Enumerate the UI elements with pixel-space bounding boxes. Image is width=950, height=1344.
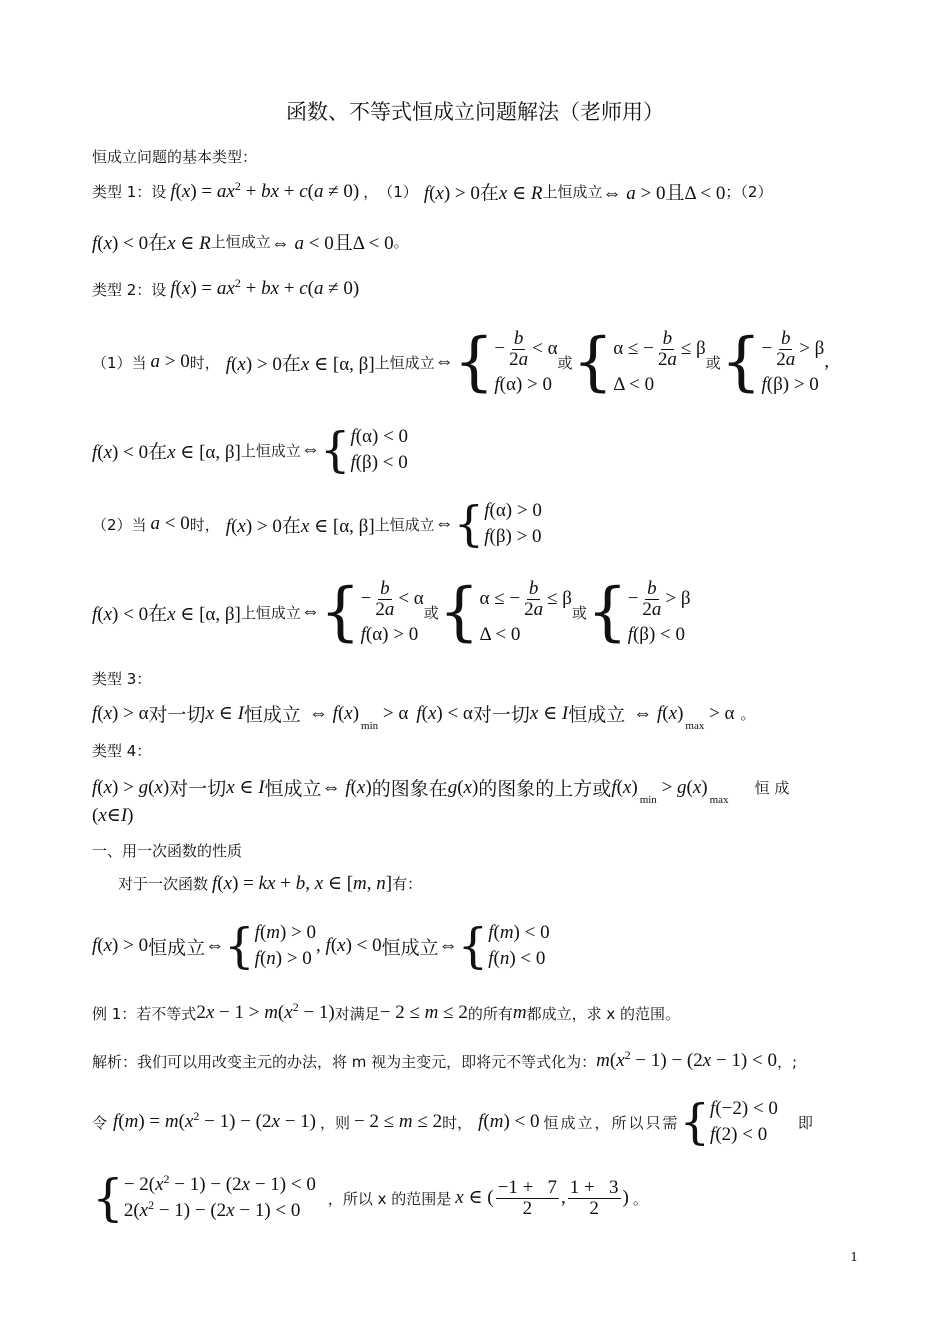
system-12: { − $2(x^2 - 1) - (2x - 1) < 0$ $2(x^2 - 1) - (2x - 1) < 0$ <box>92 1169 316 1227</box>
type4-text: 的图象在 <box>371 779 448 800</box>
type2-case2: （2）当 a < 0 时， f(x) > 0在x ∈ [α, β] 上恒成立 ⇔ { f(α) > 0 f(β) > 0 <box>92 496 542 552</box>
or-2: 或 <box>705 353 721 372</box>
type4-tail: 恒 成 <box>754 779 790 797</box>
case1-when: 时， <box>189 353 220 372</box>
case2-label: （2）当 <box>92 515 147 534</box>
section-heading: 一、用一次函数的性质 <box>92 842 243 860</box>
type4-label: 类型 4： <box>92 742 152 760</box>
system-10: { f(m) < 0 f(n) < 0 <box>457 918 550 974</box>
system-4: { f(α) < 0 f(β) < 0 <box>319 422 409 478</box>
type3-label: 类型 3： <box>92 670 152 688</box>
system-11: { f(−2) < 0 f(2) < 0 <box>679 1094 778 1150</box>
type4-domain: ( x ∈ I ) <box>92 804 134 826</box>
ex1-all: 的所有 <box>467 1004 513 1023</box>
type2-case1-lt: f(x) < 0在x ∈ [α, β] 上恒成立 ⇔ { f(α) < 0 f(β) < 0 <box>92 422 409 478</box>
type2-label: 类型 2：设 <box>92 280 167 299</box>
system-9: { f(m) > 0 f(n) > 0 <box>224 918 317 974</box>
linear-intro: 对于一次函数 <box>118 875 209 893</box>
type1-on-r-2: 上恒成立 <box>210 233 271 251</box>
type1-formula: $f(x) = ax^2$ + bx + c(a ≠ 0) <box>170 178 360 202</box>
basic-types-heading: 恒成立问题的基本类型： <box>92 148 258 166</box>
on-interval-3: 上恒成立 <box>374 515 435 534</box>
linear-has: 有： <box>392 875 423 893</box>
holds-2: 恒成立 <box>381 937 439 959</box>
on-interval-2: 上恒成立 <box>240 441 301 460</box>
sol-ji: 即 <box>797 1113 813 1132</box>
type3-text1b: 对一切 <box>472 705 530 726</box>
page-number: 1 <box>850 1250 858 1264</box>
type1-line: 类型 1：设 $f(x) = ax^2$ + bx + c(a ≠ 0) ， （1） f(x) > 0在x ∈ R 上恒成立 ⇔ a > 0且Δ < 0 ；（2） <box>92 178 773 204</box>
case1-label: （1）当 <box>92 353 147 372</box>
type3-text2b: 恒成立 <box>568 705 626 726</box>
type1-end: 。 <box>393 233 409 251</box>
ex1-label: 例 1：若不等式 <box>92 1004 197 1023</box>
type2-line: 类型 2：设 $f(x) = ax^2$ + bx + c(a ≠ 0) <box>92 276 360 299</box>
type3-text2: 恒成立 <box>243 705 301 726</box>
type4-text1: 对一切 <box>169 779 227 800</box>
page-title: 函数、不等式恒成立问题解法（老师用） <box>286 100 664 124</box>
system-8: { − $\frac{b}{2a}$ > β f(β) < 0 <box>586 575 691 649</box>
system-7: { α ≤ − $\frac{b}{2a}$ ≤ β Δ < 0 <box>438 575 572 649</box>
or-4: 或 <box>571 603 587 622</box>
case2-when: 时， <box>189 515 220 534</box>
type1-label: 类型 1：设 <box>92 183 167 201</box>
type2-case2-lt: f(x) < 0在x ∈ [α, β] 上恒成立 ⇔ { − $\frac{b}{2a}$ < α f(α) > 0 或 { α ≤ − $\frac{b}{2a}$ ≤ β Δ < 0 或 { − $\frac{b}{2a}$ > β f(β) < 0 <box>92 575 691 649</box>
ex1-end: 都成立，求 x 的范围。 <box>526 1004 680 1023</box>
on-interval-4: 上恒成立 <box>240 603 301 622</box>
ex1-mid: 对满足 <box>334 1004 380 1023</box>
sol-then: ，则 <box>319 1113 350 1132</box>
type1-line2: f(x) < 0在x ∈ R 上恒成立 ⇔ a < 0且Δ < 0 。 <box>92 233 409 254</box>
sol-let: 令 <box>92 1113 108 1132</box>
system-6: { − $\frac{b}{2a}$ < α f(α) > 0 <box>319 575 424 649</box>
linear-conditions: f(x) > 0 恒成立 ⇔ { f(m) > 0 f(n) > 0 , f(x) < 0 恒成立 ⇔ { f(m) < 0 f(n) < 0 <box>92 918 550 974</box>
sol-range: ，所以 x 的范围是 <box>327 1189 452 1208</box>
solution-let: 令 $f(m) = m(x^2 - 1) - (2x - 1)$ ，则 − 2 ≤ m ≤ 2 时， f(m) < 0 恒成立，所以只需 { f(−2) < 0 f(2) < 0 即 <box>92 1094 813 1150</box>
system-2: { α ≤ − $\frac{b}{2a}$ ≤ β Δ < 0 <box>572 325 706 399</box>
sol-label: 解析：我们可以用改变主元的办法，将 m 视为主变元，即将元不等式化为： <box>92 1052 597 1071</box>
solution-line: 解析：我们可以用改变主元的办法，将 m 视为主变元，即将元不等式化为： $m(x^2 - 1) - (2x - 1) < 0$ ，; <box>92 1048 798 1071</box>
type2-case1: （1）当 a > 0 时， f(x) > 0在x ∈ [α, β] 上恒成立 ⇔ { − $\frac{b}{2a}$ < α f(α) > 0 或 { α ≤ − $\frac{b}{2a}$ ≤ β Δ < 0 或 { − $\frac{b}{2a}$ > β f(β) > 0 , <box>92 325 830 399</box>
or-1: 或 <box>557 353 573 372</box>
type4-text2: 恒成立 <box>264 779 322 800</box>
system-3: { − $\frac{b}{2a}$ > β f(β) > 0 <box>720 325 825 399</box>
type3-line: f(x) > α 对一切 x ∈ I 恒成立 ⇔ $f(x)_{min} > \alpha$ f(x) < α 对一切 x ∈ I 恒成立 ⇔ $f(x)_{max} > \alpha$ 。 <box>92 700 756 727</box>
type1-cond1: （1） <box>378 183 418 201</box>
holds-1: 恒成立 <box>148 937 206 959</box>
example-1: 例 1：若不等式 $2x - 1 > m(x^2 - 1)$ 对满足 − 2 ≤ m ≤ 2 的所有 m 都成立，求 x 的范围。 <box>92 1000 680 1023</box>
system-1: { − $\frac{b}{2a}$ < α f(α) > 0 <box>453 325 558 399</box>
type1-on-r: 上恒成立 <box>542 183 603 201</box>
type1-cond2: ；（2） <box>725 183 773 201</box>
sol-holds: 恒成立，所以只需 <box>543 1113 680 1132</box>
solution-final: { − $2(x^2 - 1) - (2x - 1) < 0$ $2(x^2 - 1) - (2x - 1) < 0$ ，所以 x 的范围是 x ∈ ( $\frac{-1 + 7}{2}$ , $\frac{1 + 3}{2}$ ) 。 <box>92 1169 648 1227</box>
type4-line: f(x) > g(x) 对一切 x ∈ I 恒成立 ⇔ f(x) 的图象在 g(x) 的图象的上方或 $f(x)_{min} > g(x)_{max}$ 恒 成 <box>92 774 789 801</box>
system-5: { f(α) > 0 f(β) > 0 <box>453 496 542 552</box>
sol-when: 时， <box>442 1113 473 1132</box>
type3-text1: 对一切 <box>148 705 206 726</box>
or-3: 或 <box>423 603 439 622</box>
type4-text2b: 的图象的上方或 <box>478 779 612 800</box>
on-interval: 上恒成立 <box>374 353 435 372</box>
linear-intro-line: 对于一次函数 f(x) = kx + b, x ∈ [m, n] 有： <box>118 873 423 894</box>
